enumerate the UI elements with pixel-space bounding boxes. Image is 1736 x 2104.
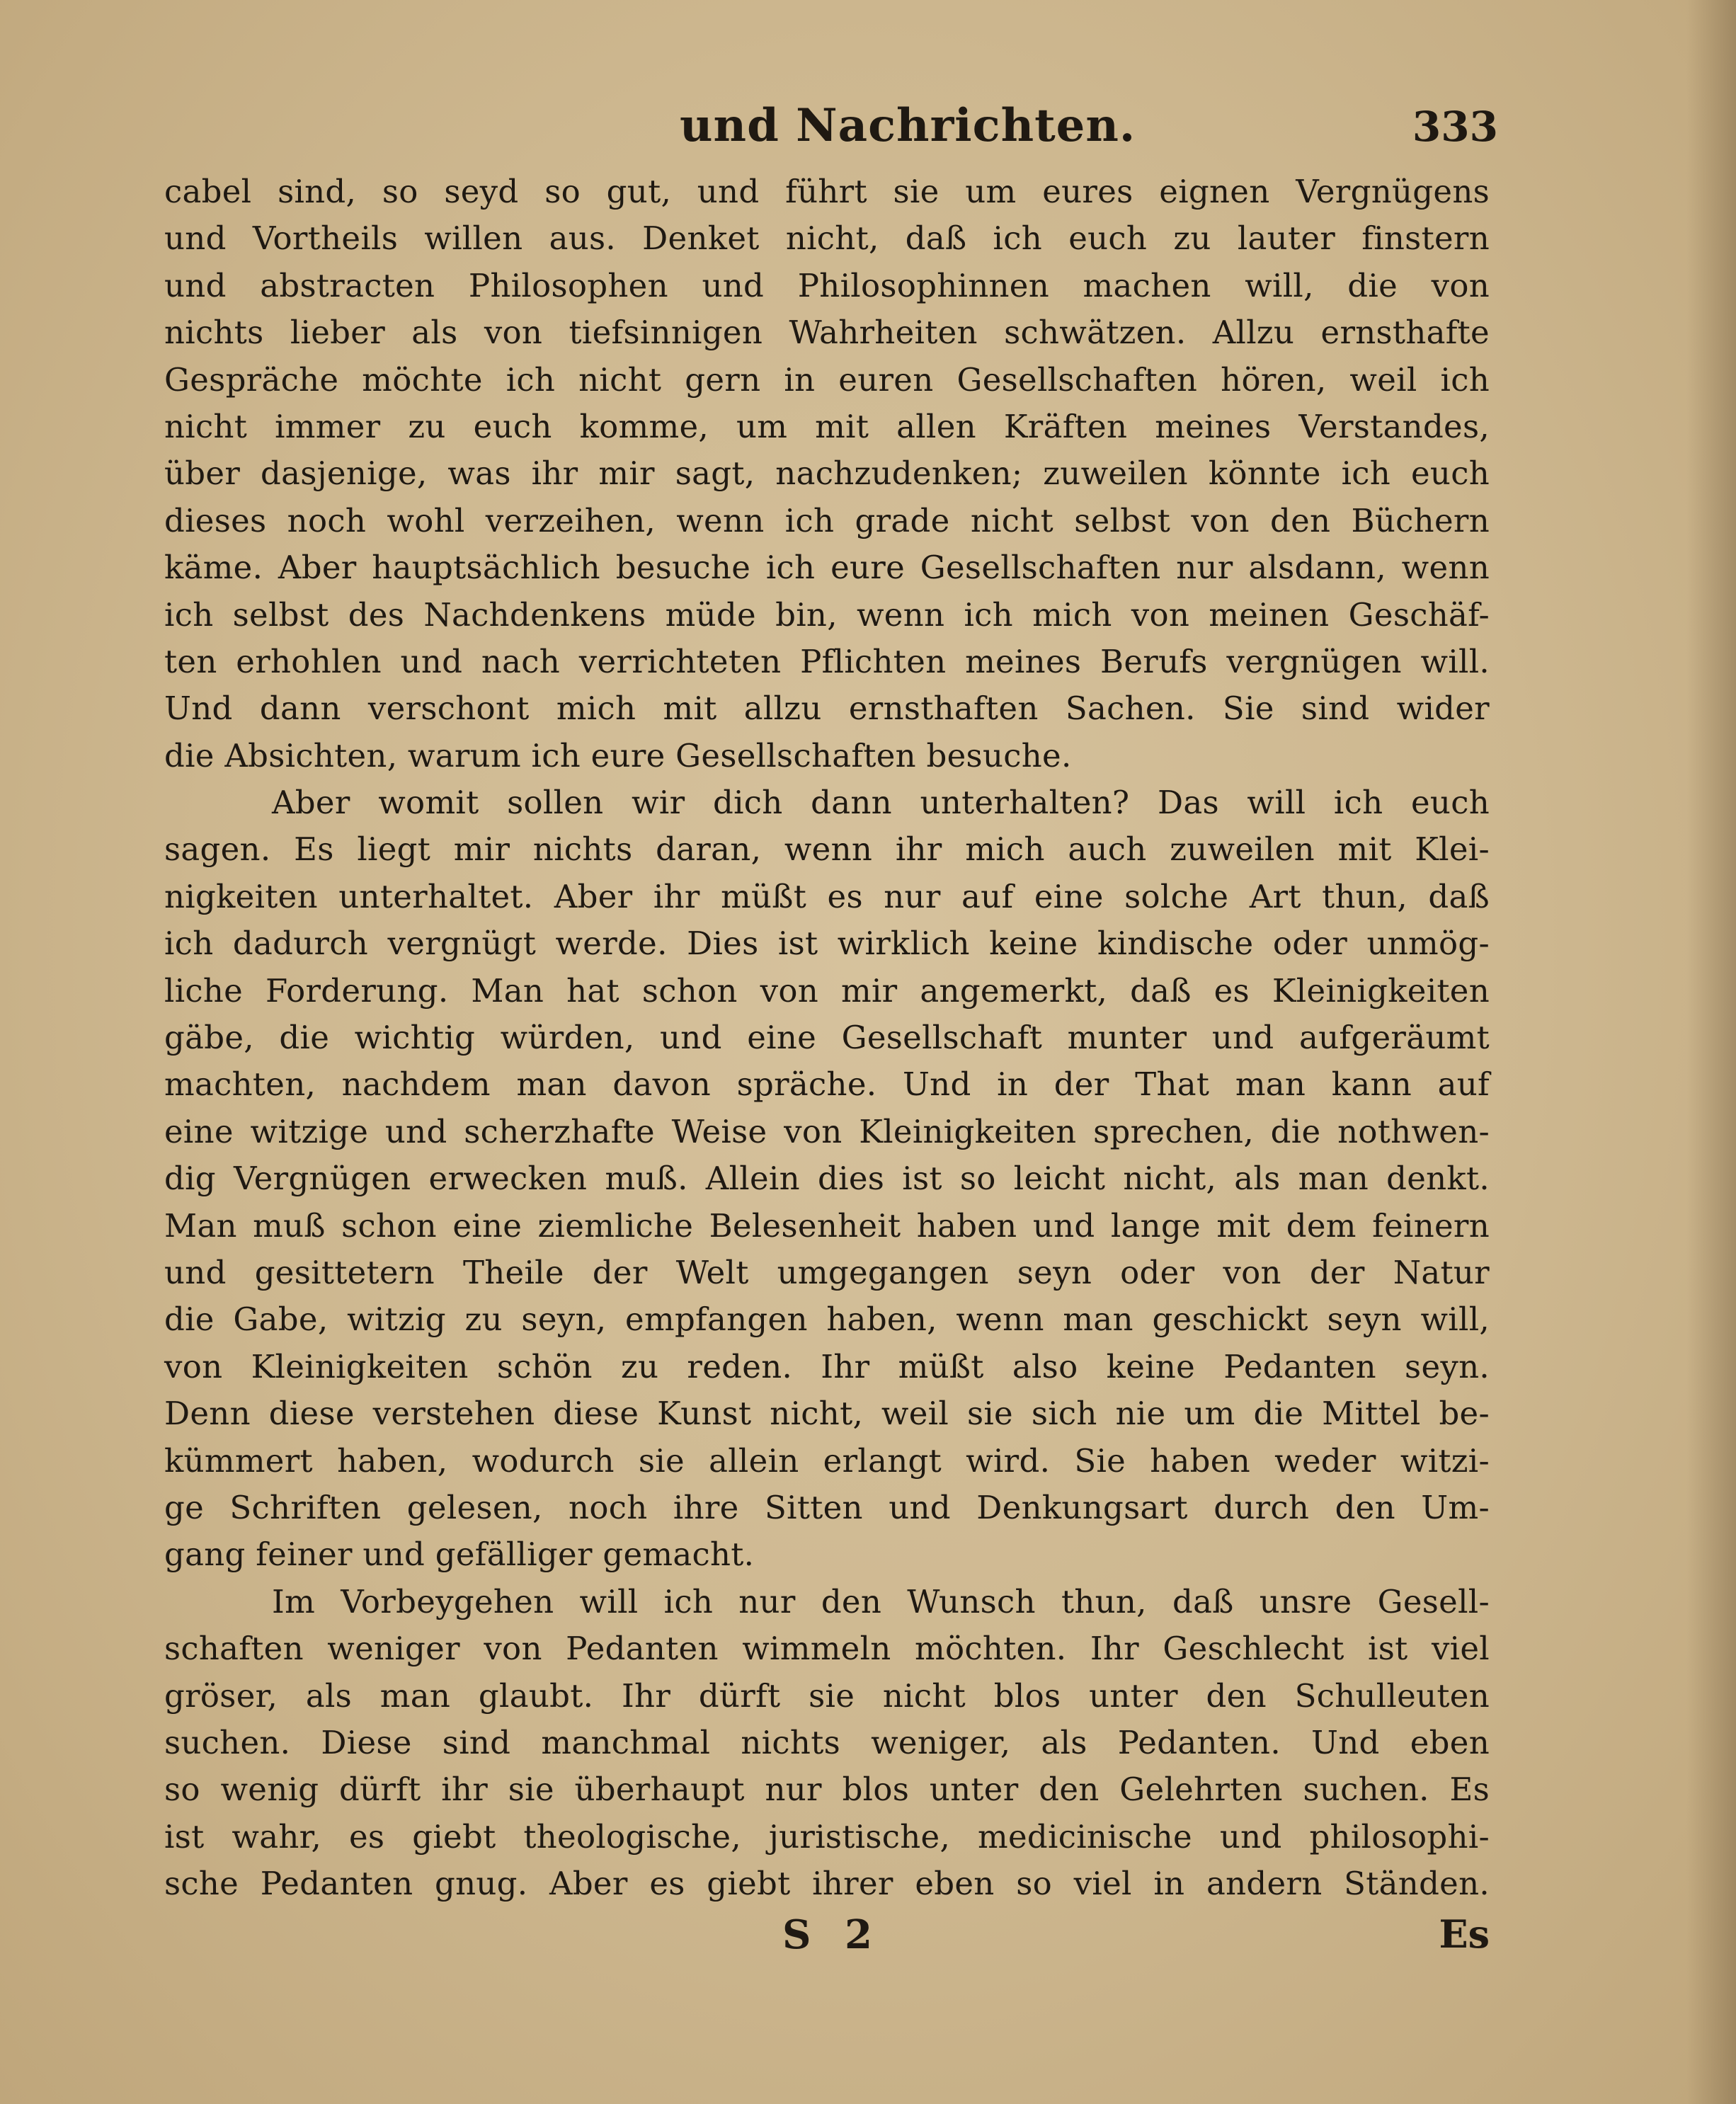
text-line: Im Vorbeygehen will ich nur den Wunsch thun, daß unsre Gesell- [272,1582,1490,1620]
text-line: von Kleinigkeiten schön zu reden. Ihr müßt also keine Pedanten seyn. [164,1347,1490,1385]
text-line: ge Schriften gelesen, noch ihre Sitten und Denkungsart durch den Um- [164,1488,1490,1526]
text-line: schaften weniger von Pedanten wimmeln möchten. Ihr Geschlecht ist viel [164,1630,1490,1668]
text-line: suchen. Diese sind manchmal nichts weniger, als Pedanten. Und eben [164,1723,1490,1761]
signature-mark: S 2 [782,1911,882,1958]
text-line: Gespräche möchte ich nicht gern in euren Gesellschaften hören, weil ich [164,360,1490,399]
text-line: die Absichten, warum ich eure Gesellschaften besuche. [164,736,1072,774]
text-line: nichts lieber als von tiefsinnigen Wahrheiten schwätzen. Allzu ernsthafte [164,314,1490,352]
text-line: nigkeiten unterhaltet. Aber ihr müßt es nur auf eine solche Art thun, daß [164,877,1490,915]
text-line: über dasjenige, was ihr mir sagt, nachzudenken; zuweilen könnte ich euch [164,454,1490,493]
page-number: 333 [1412,103,1498,151]
text-line: ich selbst des Nachdenkens müde bin, wenn ich mich von meinen Geschäf- [164,595,1490,634]
text-line: dieses noch wohl verzeihen, wenn ich grade nicht selbst von den Büchern [164,501,1490,539]
text-line: und Vortheils willen aus. Denket nicht, daß ich euch zu lauter finstern [164,219,1490,258]
text-line: die Gabe, witzig zu seyn, empfangen haben, wenn man geschickt seyn will, [164,1300,1490,1339]
paragraph-3 [164,1579,1490,1908]
text-line: liche Forderung. Man hat schon von mir angemerkt, daß es Kleinigkeiten [164,971,1490,1010]
text-line: gang feiner und gefälliger gemacht. [164,1536,755,1574]
text-line: Und dann verschont mich mit allzu ernsthaften Sachen. Sie sind wider [164,690,1490,728]
page-edge-shadow [1686,0,1736,2104]
text-line: gäbe, die wichtig würden, und eine Gesellschaft munter und aufgeräumt [164,1019,1490,1057]
text-line: eine witzige und scherzhafte Weise von Kleinigkeiten sprechen, die nothwen- [164,1112,1490,1150]
text-line: gröser, als man glaubt. Ihr dürft sie nicht blos unter den Schulleuten [164,1676,1490,1715]
text-line: machten, nachdem man davon spräche. Und in der That man kann auf [164,1065,1490,1104]
text-line: und gesittetern Theile der Welt umgegangen seyn oder von der Natur [164,1253,1490,1291]
body-text [164,168,1490,1907]
text-line: ist wahr, es giebt theologische, juristische, medicinische und philosophi- [164,1817,1490,1856]
text-line: sche Pedanten gnug. Aber es giebt ihrer eben so viel in andern Ständen. [164,1865,1490,1903]
text-line: sagen. Es liegt mir nichts daran, wenn ihr mich auch zuweilen mit Klei- [164,830,1490,869]
text-line: cabel sind, so seyd so gut, und führt sie um eures eignen Vergnügens [164,173,1490,210]
text-line: dig Vergnügen erwecken muß. Allein dies ist so leicht nicht, als man denkt. [164,1160,1490,1198]
paragraph-2 [164,779,1490,1579]
text-line: und abstracten Philosophen und Philosophinnen machen will, die von [164,266,1490,304]
text-line: ich dadurch vergnügt werde. Dies ist wirklich keine kindische oder unmög- [164,925,1490,963]
text-line: kümmert haben, wodurch sie allein erlangt wird. Sie haben weder witzi- [164,1441,1490,1480]
text-line: so wenig dürft ihr sie überhaupt nur blos unter den Gelehrten suchen. Es [164,1771,1490,1809]
text-line: nicht immer zu euch komme, um mit allen Kräften meines Verstandes, [164,407,1490,445]
text-line: Man muß schon eine ziemliche Belesenheit haben und lange mit dem feinern [164,1206,1490,1245]
running-title: und Nachrichten. [680,99,1136,152]
text-line: Aber womit sollen wir dich dann unterhalten? Das will ich euch [272,784,1490,822]
paragraph-1 [164,168,1490,779]
text-line: Denn diese verstehen diese Kunst nicht, weil sie sich nie um die Mittel be- [164,1395,1490,1433]
catchword: Es [1439,1911,1490,1957]
text-line: käme. Aber hauptsächlich besuche ich eure Gesellschaften nur alsdann, wenn [164,549,1490,587]
text-line: ten erhohlen und nach verrichteten Pflichten meines Berufs vergnügen will. [164,642,1490,680]
